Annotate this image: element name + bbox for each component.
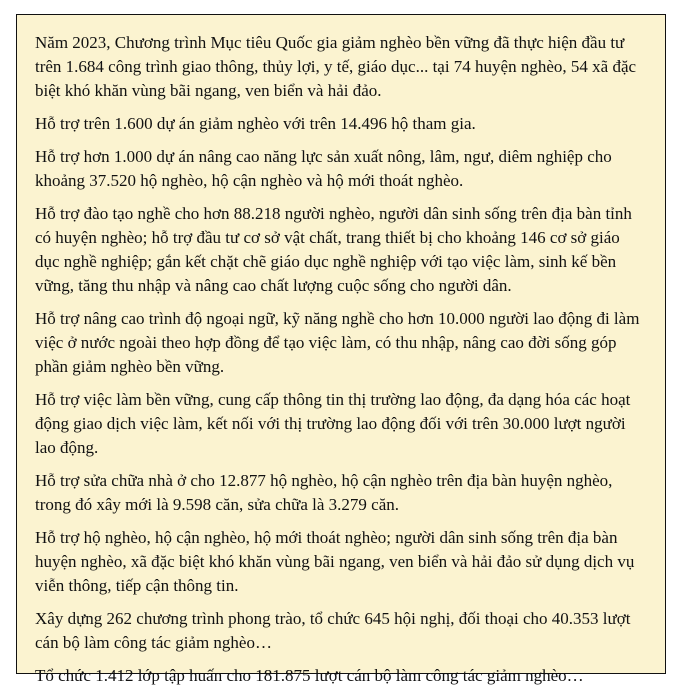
paragraph-training-courses: Tổ chức 1.412 lớp tập huấn cho 181.875 lượt cán bộ làm công tác giảm nghèo… [35,666,584,685]
paragraph-overseas-workers: Hỗ trợ nâng cao trình độ ngoại ngữ, kỹ năng nghề cho hơn 10.000 người lao động đi làm việc ở nước ngoài theo hợp đồng để tạo việc làm, có thu nhập, nâng cao đời sống góp phần giảm nghèo bền vững. [35,309,640,376]
info-box [16,14,666,685]
paragraph-production-capacity: Hỗ trợ hơn 1.000 dự án nâng cao năng lực sản xuất nông, lâm, ngư, diêm nghiệp cho khoảng 37.520 hộ nghèo, hộ cận nghèo và hộ mới thoát nghèo. [35,147,612,190]
paragraph-sustainable-jobs: Hỗ trợ việc làm bền vững, cung cấp thông tin thị trường lao động, đa dạng hóa các hoạt động giao dịch việc làm, kết nối với thị trường lao động đối với trên 30.000 lượt người lao động. [35,390,631,457]
paragraph-movement-programs: Xây dựng 262 chương trình phong trào, tổ chức 645 hội nghị, đối thoại cho 40.353 lượt cán bộ làm công tác giảm nghèo… [35,609,631,652]
paragraph-vocational-training: Hỗ trợ đào tạo nghề cho hơn 88.218 người nghèo, người dân sinh sống trên địa bàn tỉnh có huyện nghèo; hỗ trợ đầu tư cơ sở vật chất, trang thiết bị cho khoảng 146 cơ sở giáo dục nghề nghiệp; gắn kết chặt chẽ giáo dục nghề nghiệp với tạo việc làm, sinh kế bền vững, tăng thu nhập và nâng cao chất lượng cuộc sống cho người dân. [35,204,632,295]
paragraph-housing-repair: Hỗ trợ sửa chữa nhà ở cho 12.877 hộ nghèo, hộ cận nghèo trên địa bàn huyện nghèo, trong đó xây mới là 9.598 căn, sửa chữa là 3.279 căn. [35,471,613,514]
paragraph-telecom-access: Hỗ trợ hộ nghèo, hộ cận nghèo, hộ mới thoát nghèo; người dân sinh sống trên địa bàn huyện nghèo, xã đặc biệt khó khăn vùng bãi ngang, ven biển và hải đảo sử dụng dịch vụ viễn thông, tiếp cận thông tin. [35,528,635,595]
paragraph-poverty-projects: Hỗ trợ trên 1.600 dự án giảm nghèo với trên 14.496 hộ tham gia. [35,114,476,133]
paragraph-investment: Năm 2023, Chương trình Mục tiêu Quốc gia giảm nghèo bền vững đã thực hiện đầu tư trên 1.684 công trình giao thông, thủy lợi, y tế, giáo dục... tại 74 huyện nghèo, 54 xã đặc biệt khó khăn vùng bãi ngang, ven biển và hải đảo. [35,33,637,100]
